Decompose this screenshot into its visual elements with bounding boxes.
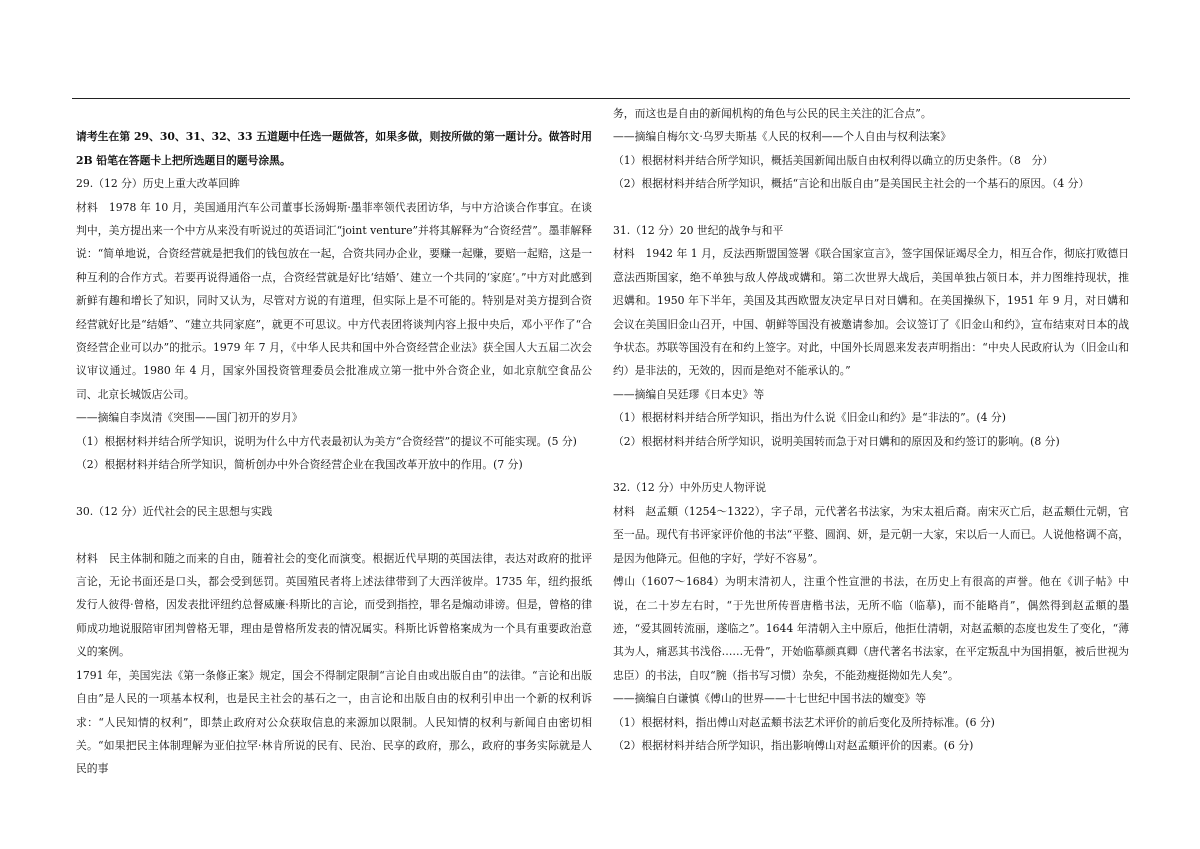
instructions: 请考生在第 29、30、31、32、33 五道题中任选一题做答，如果多做，则按所做的第一题计分。做答时用 2B 铅笔在答题卡上把所选题目的题号涂黑。 bbox=[76, 130, 592, 167]
q32-title: 32.（12 分）中外历史人物评说 bbox=[613, 481, 767, 495]
right-column bbox=[613, 102, 1129, 757]
q30-source: ——摘编自梅尔文·乌罗夫斯基《人民的权利——个人自由与权利法案》 bbox=[613, 130, 952, 144]
q31-title: 31.（12 分）20 世纪的战争与和平 bbox=[613, 224, 784, 238]
q29-question-1: （1）根据材料并结合所学知识，说明为什么中方代表最初认为美方“合资经营”的提议不可能实现。(5 分) bbox=[76, 434, 577, 448]
q31-source: ——摘编自吴廷璆《日本史》等 bbox=[613, 387, 765, 401]
q30-material-continued: 务，而这也是自由的新闻机构的角色与公民的民主关注的汇合点”。 bbox=[613, 107, 932, 120]
q30-material-1: 材料 民主体制和随之而来的自由，随着社会的变化而演变。根据近代早期的英国法律，表达对政府的批评言论，无论书面还是口头，都会受到惩罚。英国殖民者将上述法律带到了大西洋彼岸。1735 年，纽约报纸发行人彼得·曾格，因发表批评纽约总督威廉·科斯比的言论，而受到指控，罪名是煽动诽谤。但是，曾格的律师成功地说服陪审团判曾格无罪，理由是曾格所发表的情况属实。科斯比诉曾格案成为一个具有重要政治意义的案例。 bbox=[76, 551, 592, 659]
q32-question-1: （1）根据材料，指出傅山对赵孟頫书法艺术评价的前后变化及所持标准。(6 分) bbox=[613, 715, 995, 729]
q30-question-2: （2）根据材料并结合所学知识，概括“言论和出版自由”是美国民主社会的一个基石的原因。（4 分） bbox=[613, 177, 1090, 191]
q29-title: 29.（12 分）历史上重大改革回眸 bbox=[76, 177, 240, 191]
left-column bbox=[76, 102, 592, 781]
q30-material-2: 1791 年，美国宪法《第一条修正案》规定，国会不得制定限制“言论自由或出版自由”的法律。“言论和出版自由”是人民的一项基本权利，也是民主社会的基石之一，由言论和出版自由的权利引申出一个新的权利诉求：“人民知情的权利”，即禁止政府对公众获取信息的来源加以限制。人民知情的权利与新闻自由密切相关。“如果把民主体制理解为亚伯拉罕·林肯所说的民有、民治、民享的政府，那么，政府的事务实际就是人民的事 bbox=[76, 668, 592, 776]
q29-material: 材料 1978 年 10 月，美国通用汽车公司董事长汤姆斯·墨菲率领代表团访华，与中方洽谈合作事宜。在谈判中，美方提出来一个中方从来没有听说过的英语词汇“joint venture”并将其解释为“合资经营”。墨菲解释说：“简单地说，合资经营就是把我们的钱包放在一起，合资共同办企业，要赚一起赚，要赔一起赔，这是一种互利的合作方式。若要再说得通俗一点，合资经营就是好比‘结婚’、建立一个共同的‘家庭’。”中方对此感到新鲜有趣和增长了知识，同时又认为，尽管对方说的有道理，但实际上是不可能的。特别是对美方提到合资经营就好比是“结婚”、“建立共同家庭”，就更不可思议。中方代表团将谈判内容上报中央后，邓小平作了“合资经营企业可以办”的批示。1979 年 7 月，《中华人民共和国中外合资经营企业法》获全国人大五届二次会议审议通过。1980 年 4 月，国家外国投资管理委员会批准成立第一批中外合资企业，如北京航空食品公司、北京长城饭店公司。 bbox=[76, 200, 592, 401]
q32-source: ——摘编自白谦慎《傅山的世界——十七世纪中国书法的嬗变》等 bbox=[613, 692, 927, 706]
q32-material-2: 傅山（1607～1684）为明末清初人，注重个性宣泄的书法，在历史上有很高的声誉。他在《训子帖》中说，在二十岁左右时，“于先世所传晋唐楷书法，无所不临（临摹)，而不能略肖”，偶然得到赵孟頫的墨迹，“爱其圆转流丽，遂临之”。1644 年清朝入主中原后，他拒仕清朝，对赵孟頫的态度也发生了变化，“薄其为人，痛恶其书浅俗……无骨”，开始临摹颜真卿（唐代著名书法家，在平定叛乱中为国捐躯，被后世视为忠臣）的书法，自叹“腕（指书写习惯）杂矣，不能劲瘦挺拗如先人矣”。 bbox=[613, 575, 1129, 682]
q31-material: 材料 1942 年 1 月，反法西斯盟国签署《联合国家宣言》，签字国保证竭尽全力，相互合作，彻底打败德日意法西斯国家，绝不单独与敌人停战或媾和。第二次世界大战后，美国单独占领日本，并力图维持现状，推迟媾和。1950 年下半年，美国及其西欧盟友决定早日对日媾和。在美国操纵下，1951 年 9 月，对日媾和会议在美国旧金山召开，中国、朝鲜等国没有被邀请参加。会议签订了《旧金山和约》，宣布结束对日本的战争状态。苏联等国没有在和约上签字。对此，中国外长周恩来发表声明指出：“中央人民政府认为（旧金山和约）是非法的，无效的，因而是绝对不能承认的。” bbox=[613, 247, 1129, 378]
q29-source: ——摘编自李岚清《突围——国门初开的岁月》 bbox=[76, 411, 303, 425]
header-rule bbox=[72, 98, 1130, 99]
q31-question-2: （2）根据材料并结合所学知识，说明美国转而急于对日媾和的原因及和约签订的影响。(8 分) bbox=[613, 434, 1060, 448]
q30-title: 30.（12 分）近代社会的民主思想与实践 bbox=[76, 504, 273, 518]
q32-question-2: （2）根据材料并结合所学知识，指出影响傅山对赵孟頫评价的因素。(6 分) bbox=[613, 738, 974, 752]
q31-question-1: （1）根据材料并结合所学知识，指出为什么说《旧金山和约》是“非法的”。(4 分) bbox=[613, 411, 1006, 425]
q30-question-1: （1）根据材料并结合所学知识，概括美国新闻出版自由权利得以确立的历史条件。（8 分） bbox=[613, 153, 1054, 167]
q32-material-1: 材料 赵孟頫（1254～1322），字子昂，元代著名书法家，为宋太祖后裔。南宋灭亡后，赵孟頫仕元朝，官至一品。现代有书评家评价他的书法“平整、圆润、妍，是元朝一大家，宋以后一人而已。人说他格调不高，是因为他降元。但他的字好，学好不容易”。 bbox=[613, 504, 1129, 565]
q29-question-2: （2）根据材料并结合所学知识，简析创办中外合资经营企业在我国改革开放中的作用。(7 分) bbox=[76, 458, 523, 472]
